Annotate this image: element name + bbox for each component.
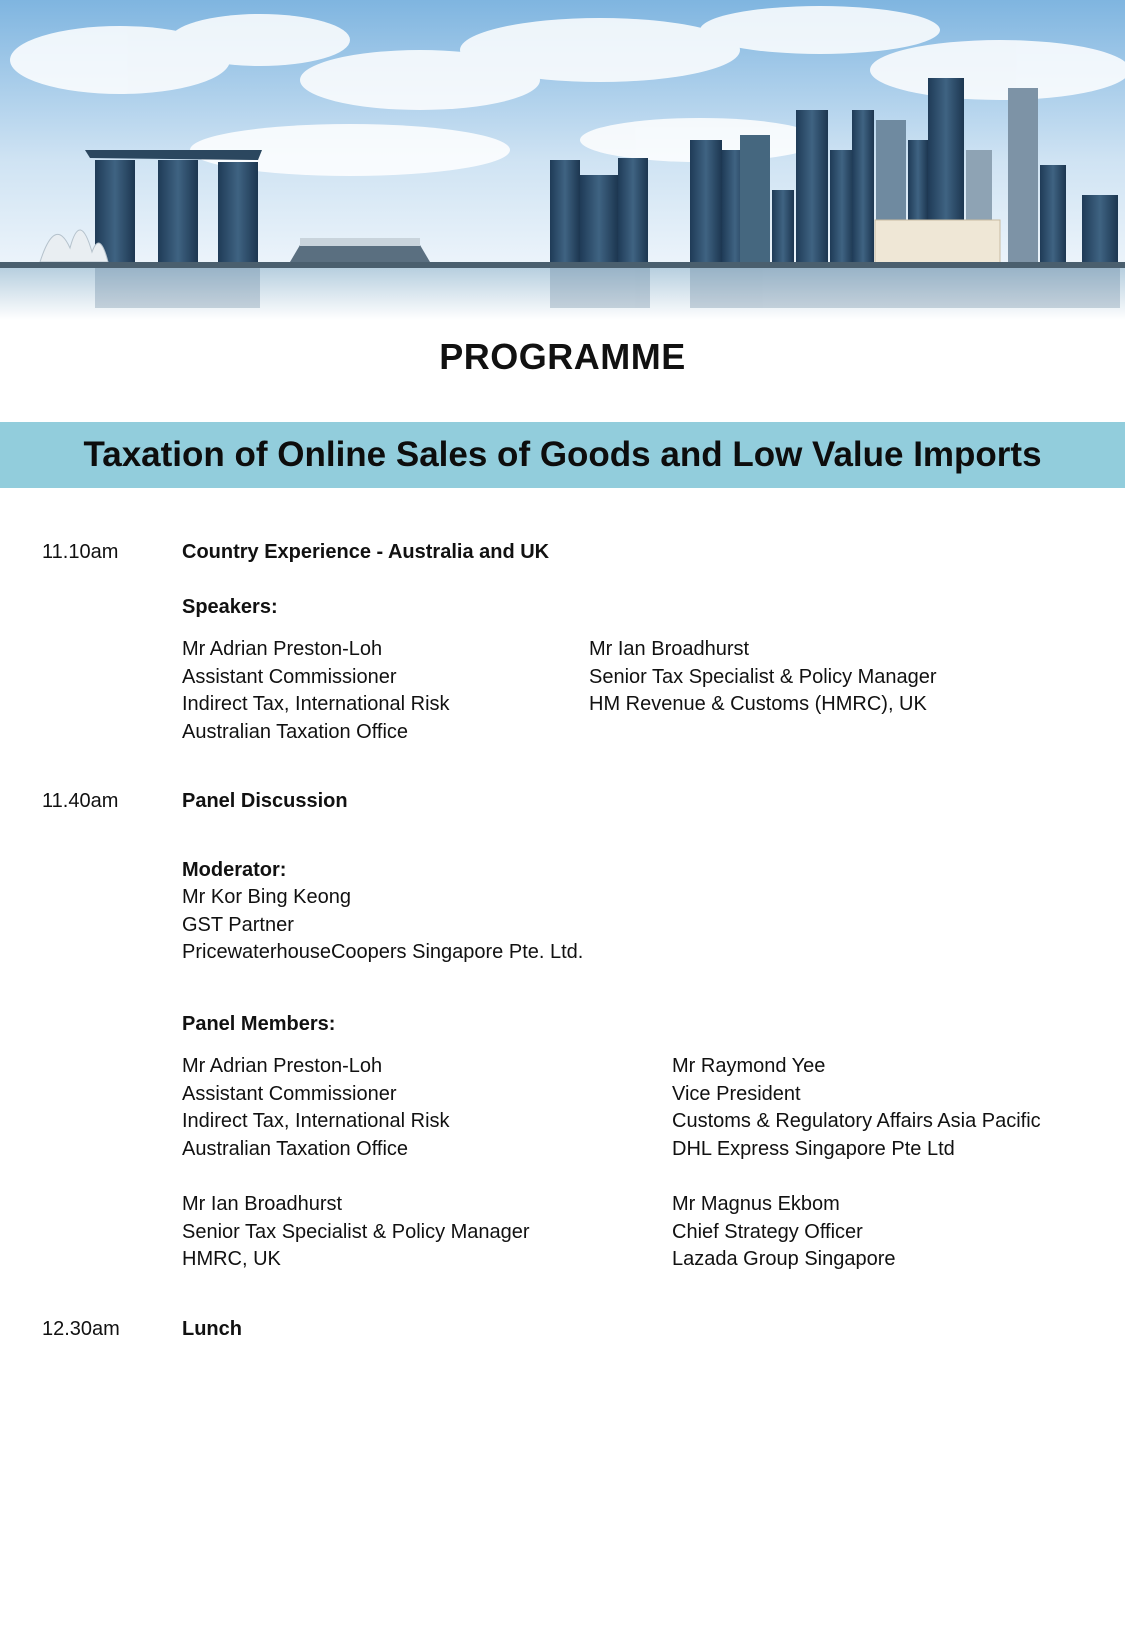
panel-member-department: Indirect Tax, International Risk	[182, 1110, 450, 1132]
panel-member-department: Customs & Regulatory Affairs Asia Pacific	[672, 1110, 1041, 1132]
panel-member-card	[182, 1191, 530, 1274]
programme-heading: PROGRAMME	[439, 336, 686, 377]
moderator-organisation: PricewaterhouseCoopers Singapore Pte. Ltd.	[182, 941, 584, 963]
skyline-banner-image	[0, 0, 1125, 320]
speaker-organisation: Australian Taxation Office	[182, 720, 409, 743]
moderator-role: GST Partner	[182, 913, 294, 936]
moderator-label: Moderator:	[182, 859, 287, 881]
panel-members-label: Panel Members:	[182, 1013, 336, 1035]
panel-member-name: Mr Adrian Preston-Loh	[182, 1055, 383, 1077]
speaker-card	[589, 636, 937, 719]
panel-member-name: Mr Magnus Ekbom	[672, 1193, 840, 1215]
panel-member-organisation: Lazada Group Singapore	[672, 1248, 896, 1270]
speaker-role: Assistant Commissioner	[182, 665, 397, 688]
moderator-name: Mr Kor Bing Keong	[182, 886, 351, 908]
panel-member-role: Vice President	[672, 1082, 801, 1105]
session-title-band	[0, 422, 1125, 488]
agenda-item-title: Country Experience - Australia and UK	[182, 541, 550, 563]
agenda-time: 11.40am	[42, 790, 119, 812]
moderator-card	[182, 884, 583, 967]
agenda-item-title: Lunch	[182, 1318, 242, 1340]
speaker-name: Mr Adrian Preston-Loh	[182, 638, 383, 660]
panel-member-role: Chief Strategy Officer	[672, 1220, 863, 1243]
session-title: Taxation of Online Sales of Goods and Low Value Imports	[83, 435, 1042, 474]
speaker-name: Mr Ian Broadhurst	[589, 638, 750, 660]
panel-member-organisation: HMRC, UK	[182, 1248, 281, 1270]
speaker-card	[182, 636, 450, 746]
speakers-label: Speakers:	[182, 596, 278, 618]
panel-member-organisation: DHL Express Singapore Pte Ltd	[672, 1137, 955, 1160]
panel-member-name: Mr Raymond Yee	[672, 1055, 826, 1077]
panel-member-name: Mr Ian Broadhurst	[182, 1193, 343, 1215]
panel-member-organisation: Australian Taxation Office	[182, 1137, 409, 1160]
panel-member-role: Assistant Commissioner	[182, 1082, 397, 1105]
panel-member-card	[672, 1191, 896, 1274]
panel-member-card	[672, 1053, 1041, 1163]
panel-member-card	[182, 1053, 450, 1163]
agenda-item-title: Panel Discussion	[182, 790, 348, 812]
agenda-time: 11.10am	[42, 541, 119, 563]
speaker-department: Indirect Tax, International Risk	[182, 693, 450, 715]
speaker-organisation: HM Revenue & Customs (HMRC), UK	[589, 693, 927, 715]
speaker-role: Senior Tax Specialist & Policy Manager	[589, 665, 937, 688]
agenda-time: 12.30am	[42, 1318, 120, 1340]
panel-member-role: Senior Tax Specialist & Policy Manager	[182, 1220, 530, 1243]
